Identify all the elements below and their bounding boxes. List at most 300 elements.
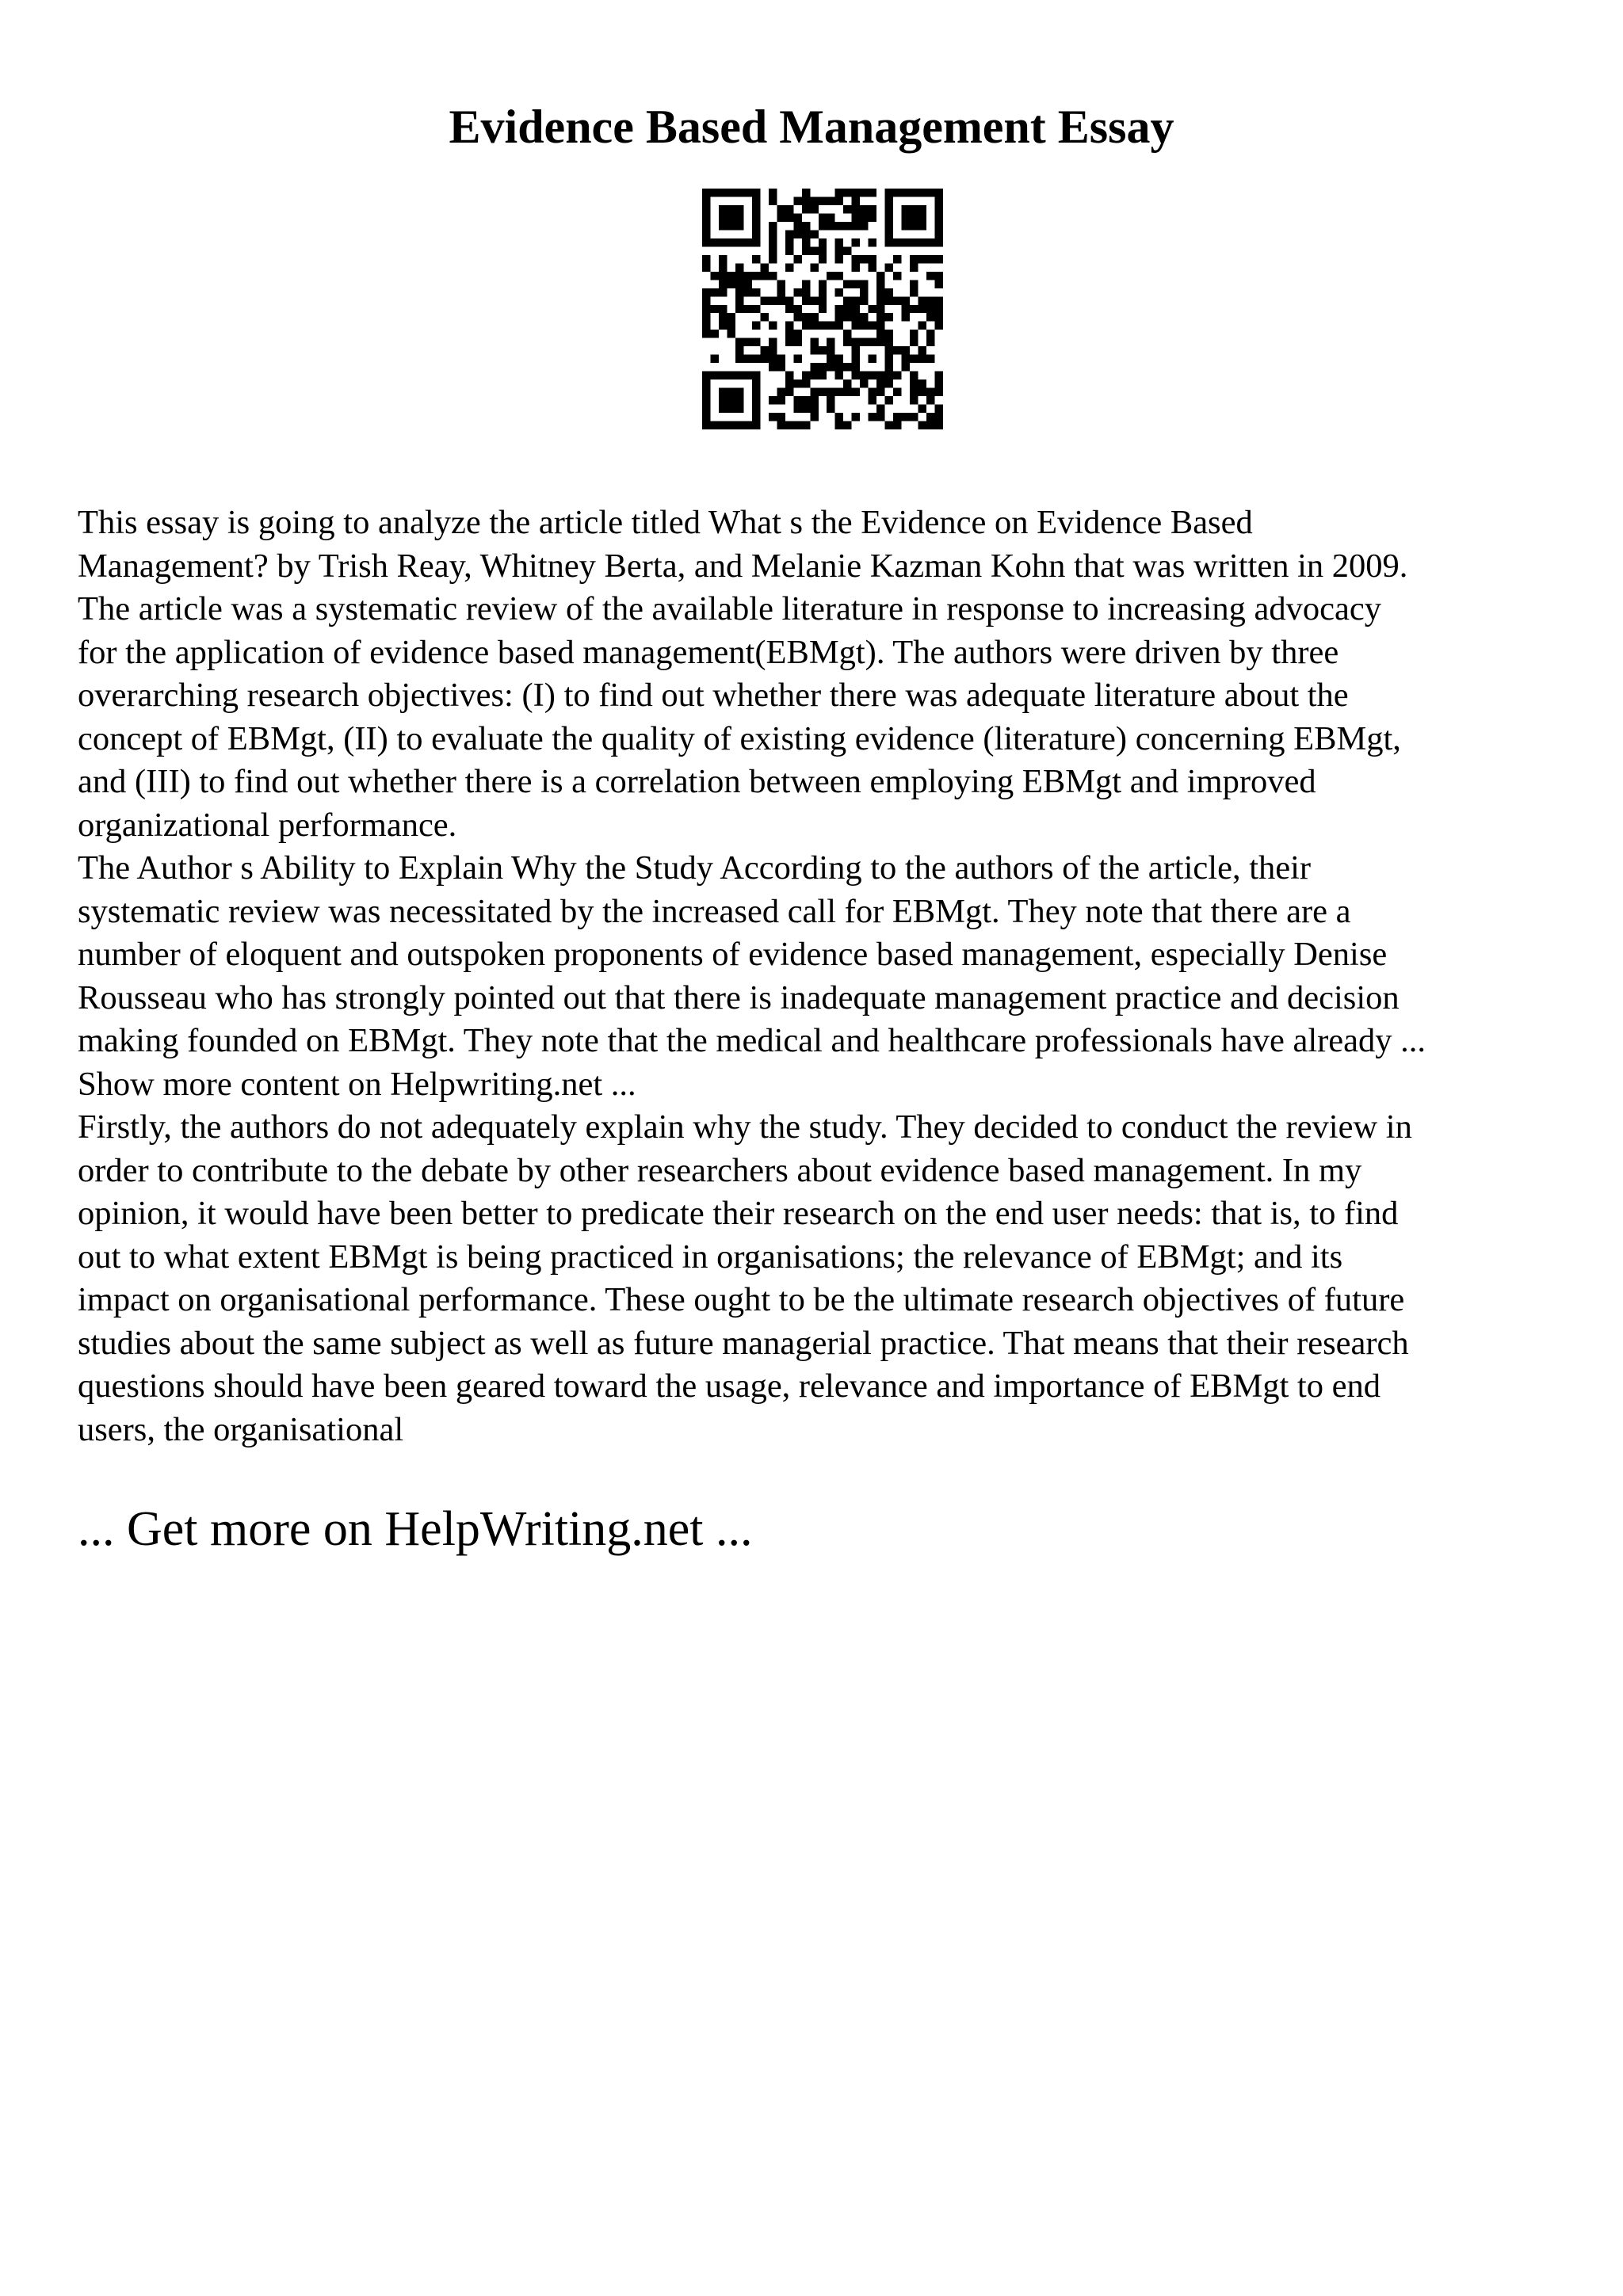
qr-module xyxy=(918,322,926,330)
qr-module xyxy=(835,388,843,396)
qr-module xyxy=(743,305,751,313)
qr-module xyxy=(710,272,718,280)
qr-module xyxy=(735,222,743,230)
qr-module xyxy=(843,222,851,230)
qr-module xyxy=(835,246,843,254)
qr-module xyxy=(769,396,777,404)
qr-module xyxy=(885,421,893,429)
qr-module xyxy=(802,421,810,429)
qr-module xyxy=(827,322,834,330)
qr-module xyxy=(719,263,727,271)
qr-module xyxy=(893,272,901,280)
qr-module xyxy=(860,205,868,213)
qr-module xyxy=(910,330,918,338)
qr-module xyxy=(727,238,735,246)
body-line: Management? by Trish Reay, Whitney Berta, and Melanie Kazman Kohn that was written in 2009. xyxy=(78,547,1408,585)
qr-module xyxy=(752,305,760,313)
qr-module xyxy=(885,338,893,346)
qr-module xyxy=(926,355,934,363)
qr-module xyxy=(910,305,918,313)
qr-module xyxy=(752,396,760,404)
qr-module xyxy=(918,222,926,230)
qr-module xyxy=(910,396,918,404)
qr-module xyxy=(719,396,727,404)
qr-module xyxy=(860,379,868,387)
qr-module xyxy=(885,263,893,271)
qr-module xyxy=(935,196,943,204)
qr-module xyxy=(852,205,860,213)
qr-module xyxy=(793,255,801,263)
qr-module xyxy=(902,238,910,246)
qr-module xyxy=(743,421,751,429)
qr-module xyxy=(843,189,851,196)
qr-module xyxy=(769,246,777,254)
qr-module xyxy=(876,280,884,288)
qr-module xyxy=(727,372,735,379)
qr-module xyxy=(910,372,918,379)
qr-module xyxy=(702,405,710,413)
qr-module xyxy=(876,322,884,330)
body-line: and (III) to find out whether there is a correlation between employing EBMgt and improved xyxy=(78,763,1316,800)
body-line: Firstly, the authors do not adequately explain why the study. They decided to conduct the review in xyxy=(78,1108,1412,1146)
qr-module xyxy=(802,222,810,230)
qr-module xyxy=(876,372,884,379)
qr-module xyxy=(793,396,801,404)
qr-module xyxy=(869,238,876,246)
body-line: systematic review was necessitated by the increased call for EBMgt. They note that there are a xyxy=(78,892,1351,930)
qr-module xyxy=(926,272,934,280)
qr-module xyxy=(727,313,735,321)
qr-module xyxy=(810,322,818,330)
qr-module xyxy=(760,272,768,280)
qr-module xyxy=(735,288,743,296)
qr-module xyxy=(735,205,743,213)
qr-module xyxy=(735,421,743,429)
qr-module xyxy=(769,272,777,280)
qr-module xyxy=(810,346,818,354)
qr-module xyxy=(752,222,760,230)
qr-module xyxy=(743,355,751,363)
qr-module xyxy=(777,413,785,421)
qr-module xyxy=(852,338,860,346)
qr-module xyxy=(926,330,934,338)
qr-module xyxy=(760,346,768,354)
qr-module xyxy=(819,305,827,313)
qr-module xyxy=(702,288,710,296)
qr-module xyxy=(777,388,785,396)
qr-module xyxy=(752,413,760,421)
qr-module xyxy=(752,272,760,280)
qr-module xyxy=(810,413,818,421)
qr-module xyxy=(777,205,785,213)
qr-module xyxy=(819,372,827,379)
qr-module xyxy=(710,238,718,246)
qr-module xyxy=(802,230,810,238)
qr-module xyxy=(735,272,743,280)
qr-module xyxy=(777,355,785,363)
qr-module xyxy=(876,272,884,280)
qr-module xyxy=(710,355,718,363)
qr-module xyxy=(752,338,760,346)
qr-module xyxy=(935,238,943,246)
qr-module xyxy=(869,372,876,379)
qr-module xyxy=(869,355,876,363)
qr-module xyxy=(885,205,893,213)
qr-module xyxy=(727,405,735,413)
qr-module xyxy=(752,355,760,363)
qr-module xyxy=(702,189,710,196)
qr-module xyxy=(869,322,876,330)
qr-module xyxy=(785,372,793,379)
qr-module xyxy=(918,189,926,196)
qr-module xyxy=(710,189,718,196)
qr-module xyxy=(885,222,893,230)
body-line: The article was a systematic review of the available literature in response to increasing advocacy xyxy=(78,590,1381,627)
qr-module xyxy=(802,288,810,296)
qr-module xyxy=(810,338,818,346)
qr-module xyxy=(910,205,918,213)
qr-module xyxy=(926,189,934,196)
qr-module xyxy=(793,330,801,338)
qr-module xyxy=(735,238,743,246)
qr-module xyxy=(843,421,851,429)
qr-module xyxy=(719,288,727,296)
qr-module xyxy=(719,272,727,280)
qr-module xyxy=(702,205,710,213)
qr-module xyxy=(910,413,918,421)
qr-module xyxy=(935,296,943,304)
qr-module xyxy=(793,305,801,313)
qr-module xyxy=(702,305,710,313)
qr-module xyxy=(926,238,934,246)
qr-module xyxy=(719,372,727,379)
qr-module xyxy=(885,288,893,296)
qr-module xyxy=(885,230,893,238)
qr-module xyxy=(902,189,910,196)
body-line: Rousseau who has strongly pointed out that there is inadequate management practice and decision xyxy=(78,978,1400,1016)
qr-module xyxy=(918,238,926,246)
qr-module xyxy=(926,421,934,429)
qr-module xyxy=(860,288,868,296)
qr-module xyxy=(802,372,810,379)
qr-module xyxy=(752,388,760,396)
qr-module xyxy=(843,246,851,254)
qr-module xyxy=(852,413,860,421)
qr-module xyxy=(926,338,934,346)
qr-module xyxy=(719,189,727,196)
qr-module xyxy=(752,421,760,429)
qr-module xyxy=(935,230,943,238)
qr-module xyxy=(810,363,818,371)
qr-module xyxy=(735,189,743,196)
qr-module xyxy=(752,372,760,379)
qr-module xyxy=(777,363,785,371)
qr-module xyxy=(719,213,727,221)
qr-module xyxy=(719,313,727,321)
qr-module xyxy=(793,213,801,221)
qr-module xyxy=(810,196,818,204)
qr-module xyxy=(743,288,751,296)
qr-module xyxy=(702,379,710,387)
qr-module xyxy=(835,189,843,196)
qr-module xyxy=(910,255,918,263)
qr-module xyxy=(918,405,926,413)
qr-module xyxy=(710,288,718,296)
qr-module xyxy=(885,213,893,221)
qr-module xyxy=(719,222,727,230)
qr-module xyxy=(802,189,810,196)
body-line: The Author s Ability to Explain Why the Study According to the authors of the article, their xyxy=(78,849,1312,887)
qr-module xyxy=(910,355,918,363)
qr-module xyxy=(769,322,777,330)
qr-module xyxy=(918,255,926,263)
qr-module xyxy=(869,338,876,346)
qr-module xyxy=(876,313,884,321)
qr-module xyxy=(702,222,710,230)
qr-module xyxy=(702,230,710,238)
qr-module xyxy=(702,388,710,396)
qr-module xyxy=(852,189,860,196)
qr-module xyxy=(735,338,743,346)
qr-module xyxy=(935,280,943,288)
qr-module xyxy=(860,189,868,196)
qr-module xyxy=(843,205,851,213)
qr-module xyxy=(827,388,834,396)
qr-module xyxy=(819,255,827,263)
qr-module xyxy=(802,313,810,321)
qr-module xyxy=(843,305,851,313)
qr-module xyxy=(893,255,901,263)
qr-module xyxy=(926,305,934,313)
qr-module xyxy=(785,379,793,387)
qr-module xyxy=(918,205,926,213)
qr-module xyxy=(760,355,768,363)
qr-module xyxy=(735,405,743,413)
qr-module xyxy=(935,305,943,313)
qr-module xyxy=(702,313,710,321)
qr-module xyxy=(835,355,843,363)
qr-module xyxy=(802,296,810,304)
qr-module xyxy=(727,330,735,338)
qr-module xyxy=(869,213,876,221)
qr-module xyxy=(785,388,793,396)
qr-module xyxy=(785,213,793,221)
qr-module xyxy=(835,372,843,379)
qr-module xyxy=(843,388,851,396)
qr-module xyxy=(752,238,760,246)
qr-module xyxy=(876,288,884,296)
body-line: users, the organisational xyxy=(78,1410,404,1448)
qr-module xyxy=(876,296,884,304)
qr-module xyxy=(710,330,718,338)
qr-module xyxy=(769,413,777,421)
qr-module xyxy=(802,246,810,254)
qr-module xyxy=(935,189,943,196)
qr-module xyxy=(852,313,860,321)
qr-module xyxy=(702,263,710,271)
qr-module xyxy=(769,346,777,354)
qr-code-icon xyxy=(702,189,943,429)
qr-module xyxy=(885,355,893,363)
qr-module xyxy=(835,305,843,313)
qr-module xyxy=(843,313,851,321)
qr-module xyxy=(769,189,777,196)
qr-module xyxy=(893,388,901,396)
qr-module xyxy=(852,363,860,371)
qr-module xyxy=(793,230,801,238)
qr-module xyxy=(860,255,868,263)
qr-module xyxy=(793,222,801,230)
qr-module xyxy=(876,413,884,421)
qr-module xyxy=(719,388,727,396)
qr-module xyxy=(760,263,768,271)
qr-module xyxy=(727,421,735,429)
qr-module xyxy=(852,305,860,313)
qr-module xyxy=(843,379,851,387)
qr-module xyxy=(902,413,910,421)
qr-module xyxy=(885,196,893,204)
qr-module xyxy=(752,230,760,238)
qr-module xyxy=(918,355,926,363)
show-more-link[interactable]: Show more content on Helpwriting.net ... xyxy=(78,1065,636,1103)
qr-module xyxy=(918,346,926,354)
qr-module xyxy=(719,305,727,313)
qr-module xyxy=(743,372,751,379)
qr-module xyxy=(827,213,834,221)
qr-module xyxy=(835,413,843,421)
qr-module xyxy=(719,322,727,330)
qr-module xyxy=(935,313,943,321)
qr-module xyxy=(843,363,851,371)
qr-module xyxy=(819,213,827,221)
qr-module xyxy=(843,330,851,338)
qr-module xyxy=(727,396,735,404)
qr-module xyxy=(918,388,926,396)
qr-module xyxy=(827,196,834,204)
qr-module xyxy=(793,355,801,363)
qr-module xyxy=(752,405,760,413)
qr-module xyxy=(902,222,910,230)
qr-module xyxy=(769,238,777,246)
qr-module xyxy=(819,246,827,254)
qr-module xyxy=(719,405,727,413)
qr-module xyxy=(743,280,751,288)
qr-module xyxy=(885,238,893,246)
qr-module xyxy=(702,413,710,421)
qr-module xyxy=(719,421,727,429)
qr-module xyxy=(869,255,876,263)
qr-module xyxy=(727,388,735,396)
qr-module xyxy=(910,280,918,288)
qr-module xyxy=(885,189,893,196)
qr-module xyxy=(852,263,860,271)
qr-module xyxy=(802,396,810,404)
qr-module xyxy=(777,396,785,404)
qr-module xyxy=(843,338,851,346)
qr-module xyxy=(785,305,793,313)
qr-module xyxy=(827,363,834,371)
qr-module xyxy=(802,205,810,213)
qr-module xyxy=(785,246,793,254)
qr-module xyxy=(785,205,793,213)
qr-module xyxy=(785,338,793,346)
qr-module xyxy=(893,238,901,246)
qr-module xyxy=(819,322,827,330)
qr-module xyxy=(827,272,834,280)
qr-module xyxy=(710,372,718,379)
qr-module xyxy=(793,405,801,413)
qr-module xyxy=(769,338,777,346)
qr-module xyxy=(827,338,834,346)
qr-module xyxy=(769,222,777,230)
qr-module xyxy=(893,413,901,421)
body-line: making founded on EBMgt. They note that the medical and healthcare professionals have already ... xyxy=(78,1022,1426,1059)
qr-module xyxy=(910,338,918,346)
page-title: Evidence Based Management Essay xyxy=(449,101,1174,153)
qr-module xyxy=(735,296,743,304)
qr-module xyxy=(719,205,727,213)
qr-module xyxy=(926,255,934,263)
qr-module xyxy=(893,296,901,304)
qr-module xyxy=(777,421,785,429)
qr-module xyxy=(926,388,934,396)
body-line: opinion, it would have been better to predicate their research on the end user needs: that is, to find xyxy=(78,1195,1399,1232)
qr-module xyxy=(918,213,926,221)
qr-module xyxy=(893,189,901,196)
qr-module xyxy=(769,196,777,204)
qr-module xyxy=(910,263,918,271)
qr-module xyxy=(702,421,710,429)
qr-module xyxy=(835,196,843,204)
qr-module xyxy=(869,413,876,421)
qr-module xyxy=(852,255,860,263)
qr-module xyxy=(902,305,910,313)
qr-module xyxy=(835,222,843,230)
body-line: impact on organisational performance. These ought to be the ultimate research objectives of future xyxy=(78,1281,1405,1318)
qr-module xyxy=(735,372,743,379)
qr-module xyxy=(727,280,735,288)
qr-module xyxy=(852,280,860,288)
qr-module xyxy=(769,255,777,263)
qr-module xyxy=(769,230,777,238)
qr-module xyxy=(752,322,760,330)
qr-module xyxy=(743,189,751,196)
qr-module xyxy=(827,396,834,404)
qr-module xyxy=(835,288,843,296)
qr-module xyxy=(702,296,710,304)
qr-module xyxy=(893,372,901,379)
qr-module xyxy=(935,372,943,379)
qr-module xyxy=(835,272,843,280)
qr-module xyxy=(802,280,810,288)
qr-module xyxy=(819,288,827,296)
qr-module xyxy=(727,213,735,221)
qr-module xyxy=(752,213,760,221)
qr-module xyxy=(735,280,743,288)
qr-module xyxy=(860,222,868,230)
qr-module xyxy=(752,255,760,263)
qr-module xyxy=(885,296,893,304)
qr-module xyxy=(885,346,893,354)
qr-module xyxy=(893,421,901,429)
qr-module xyxy=(910,379,918,387)
get-more-link[interactable]: ... Get more on HelpWriting.net ... xyxy=(78,1502,753,1556)
qr-module xyxy=(793,313,801,321)
qr-module xyxy=(935,322,943,330)
qr-module xyxy=(860,372,868,379)
qr-module xyxy=(702,213,710,221)
qr-module xyxy=(860,213,868,221)
